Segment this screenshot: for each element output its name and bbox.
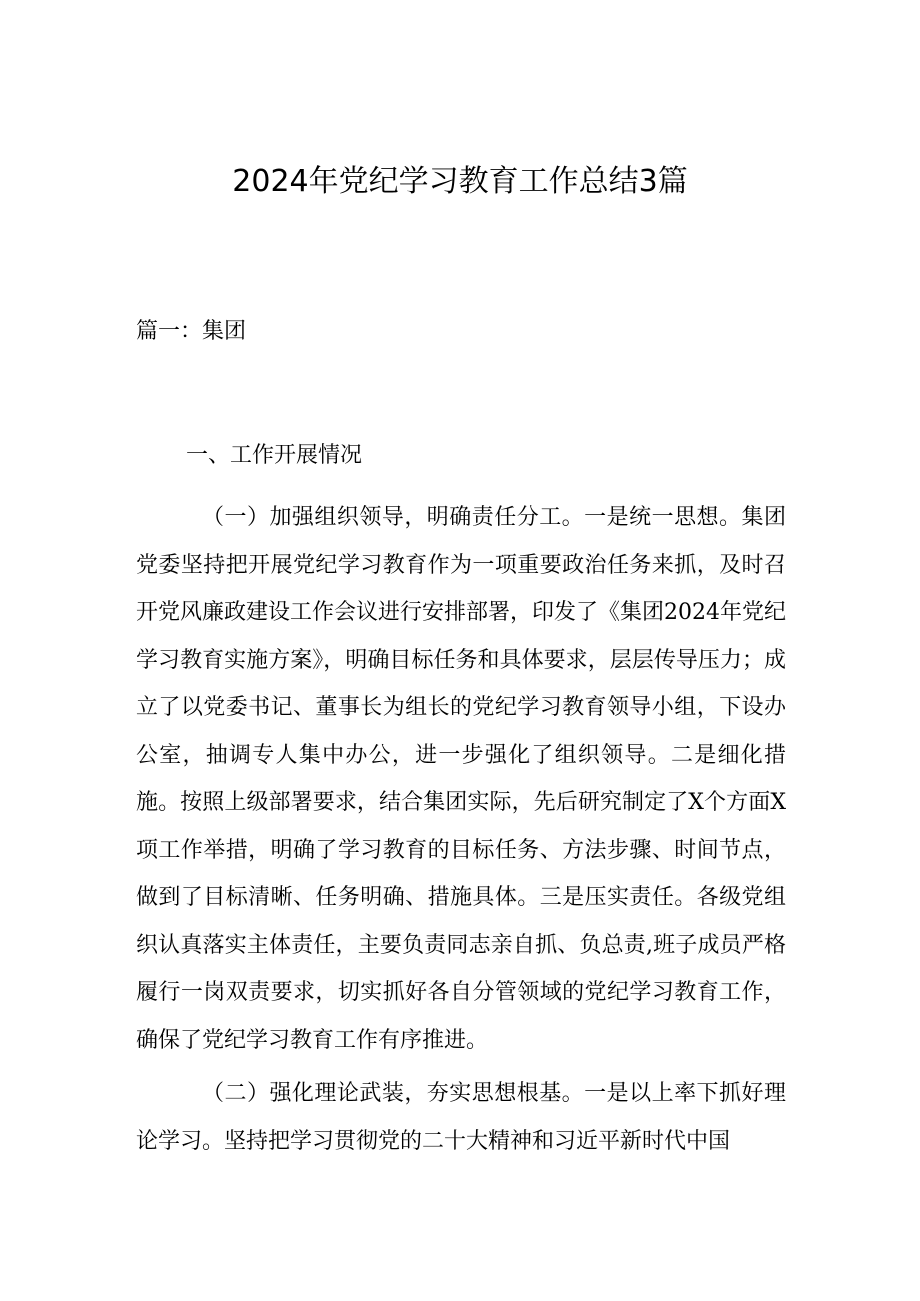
chapter-heading: 篇一：集团 xyxy=(136,319,247,344)
document-title: 2024年党纪学习教育工作总结3篇 xyxy=(232,164,688,199)
body-paragraph: （二）强化理论武装，夯实思想根基。一是以上率下抓好理论学习。坚持把学习贯彻党的二十大精神和习近平新时代中国 xyxy=(136,1081,786,1154)
section-heading: 一、工作开展情况 xyxy=(186,443,363,468)
body-paragraph: （一）加强组织领导，明确责任分工。一是统一思想。集团党委坚持把开展党纪学习教育作为一项重要政治任务来抓，及时召开党风廉政建设工作会议进行安排部署，印发了《集团2024年党纪学习教育实施方案》，明确目标任务和具体要求，层层传导压力；成立了以党委书记、董事长为组长的党纪学习教育领导小组，下设办公室，抽调专人集中办公，进一步强化了组织领导。二是细化措施。按照上级部署要求，结合集团实际，先后研究制定了X个方面X项工作举措，明确了学习教育的目标任务、方法步骤、时间节点，做到了目标清晰、任务明确、措施具体。三是压实责任。各级党组织认真落实主体责任，主要负责同志亲自抓、负总责,班子成员严格履行一岗双责要求，切实抓好各自分管领域的党纪学习教育工作，确保了党纪学习教育工作有序推进。 xyxy=(136,505,786,1053)
